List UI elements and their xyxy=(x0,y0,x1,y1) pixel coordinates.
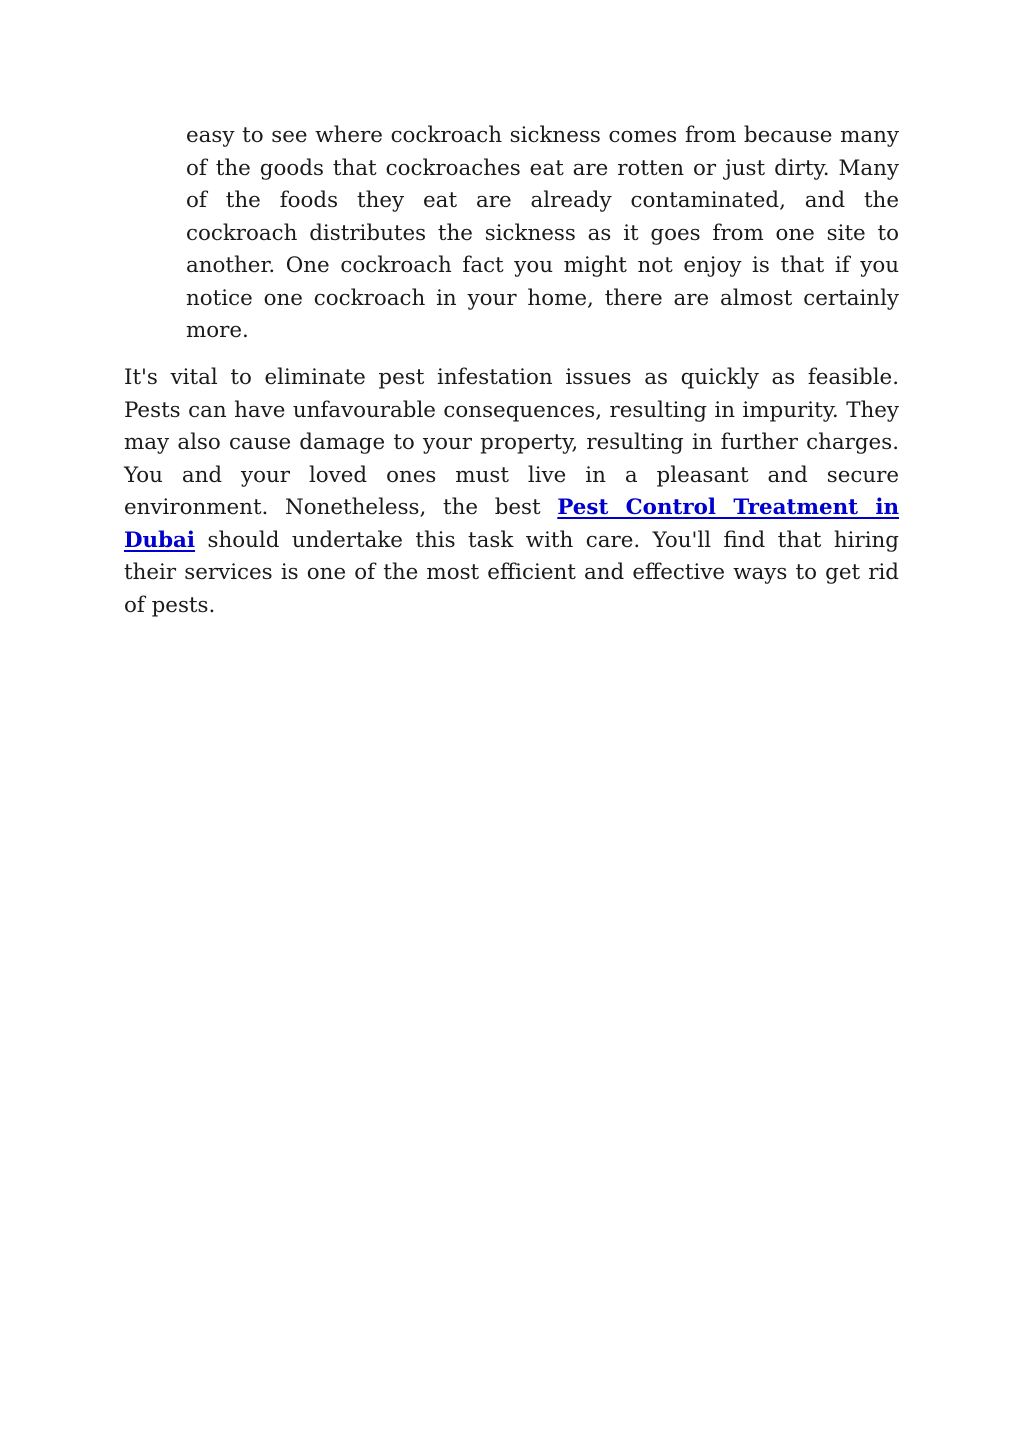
main-paragraph-text-after-link: should undertake this task with care. You'll find that hiring their services is one of the most efficient and effective ways to get rid of pests. xyxy=(124,527,899,618)
main-paragraph xyxy=(124,362,899,622)
main-paragraph-text-before-link: It's vital to eliminate pest infestation issues as quickly as feasible. Pests can have unfavourable consequences, resulting in impurity. They may also cause damage to your property, resulting in further charges. You and your loved ones must live in a pleasant and secure environment. Nonetheless, the best xyxy=(124,365,899,520)
pest-control-link[interactable]: Pest Control Treatment in Dubai xyxy=(124,495,900,553)
indented-paragraph: easy to see where cockroach sickness comes from because many of the goods that cockroaches eat are rotten or just dirty. Many of the foods they eat are already contaminated, and the cockroach distributes the sickness as it goes from one site to another. One cockroach fact you might not enjoy is that if you notice one cockroach in your home, there are almost certainly more. xyxy=(186,123,899,343)
